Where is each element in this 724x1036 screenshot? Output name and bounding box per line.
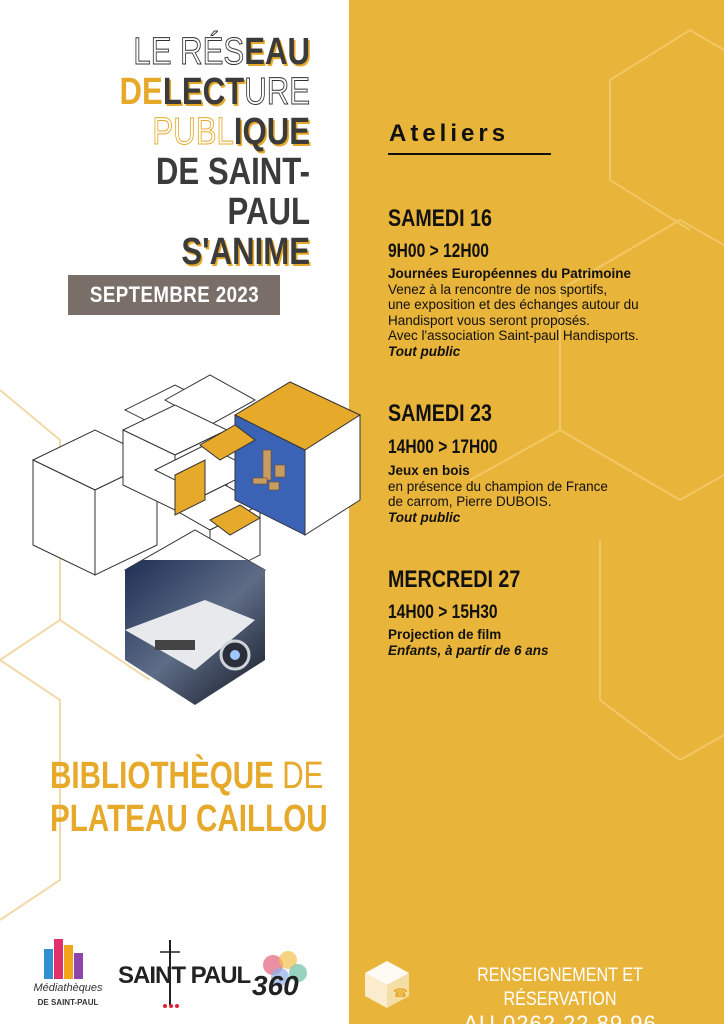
phone-cube-icon — [362, 958, 412, 1010]
svg-text:☎: ☎ — [393, 986, 408, 1000]
event-1-name: Journées Européennes du Patrimoine — [388, 266, 632, 281]
mediatheques-logo-text: Médiathèques — [33, 982, 103, 994]
library-name: BIBLIOTHÈQUE DE PLATEAU CAILLOU — [50, 755, 328, 840]
event-1-desc-line: une exposition et des échanges autour du — [388, 297, 639, 312]
contact-block — [420, 964, 700, 1036]
event-3-details — [388, 627, 708, 658]
section-title: Ateliers — [389, 120, 510, 147]
event-2-details — [388, 463, 708, 525]
saint-paul-logo-mark — [155, 940, 185, 1010]
saint-paul-logo: SAINT PAUL — [118, 962, 251, 989]
event-1-day: SAMEDI 16 — [388, 205, 492, 232]
event-2-desc-line: en présence du champion de France — [388, 478, 608, 494]
event-2-desc-line: de carrom, Pierre DUBOIS. — [388, 494, 552, 509]
event-2-day: SAMEDI 23 — [388, 400, 492, 427]
event-2-time: 14H00 > 17H00 — [388, 437, 498, 458]
event-3-audience: Enfants, à partir de 6 ans — [388, 642, 549, 658]
cubes-illustration — [25, 370, 365, 715]
month-banner: SEPTEMBRE 2023 — [68, 275, 280, 315]
event-1-time: 9H00 > 12H00 — [388, 241, 489, 262]
event-1-audience: Tout public — [388, 343, 461, 359]
event-3-time: 14H00 > 15H30 — [388, 602, 498, 623]
event-1-desc-line: Handisport vous seront proposés. — [388, 312, 590, 328]
anniversary-logo: 360 — [252, 970, 299, 1001]
event-2-audience: Tout public — [388, 509, 461, 525]
event-1-details — [388, 266, 708, 359]
event-3-day: MERCREDI 27 — [388, 566, 521, 593]
event-1-desc-line: Venez à la rencontre de nos sportifs, — [388, 281, 608, 297]
event-1-desc-line: Avec l'association Saint-paul Handisports. — [388, 328, 639, 343]
poster-title: LE RÉSEAU DELECTURE PUBLIQUE DE SAINT-PAUL S'ANIME — [119, 31, 310, 273]
section-underline — [388, 153, 551, 155]
mediatheques-logo-subtext: DE SAINT-PAUL — [37, 998, 99, 1007]
contact-label: RENSEIGNEMENT ET RÉSERVATION — [477, 965, 643, 1010]
contact-phone[interactable]: AU 0262 22 89 96 — [463, 1011, 657, 1036]
event-2-name: Jeux en bois — [388, 463, 470, 478]
event-3-name: Projection de film — [388, 627, 502, 642]
